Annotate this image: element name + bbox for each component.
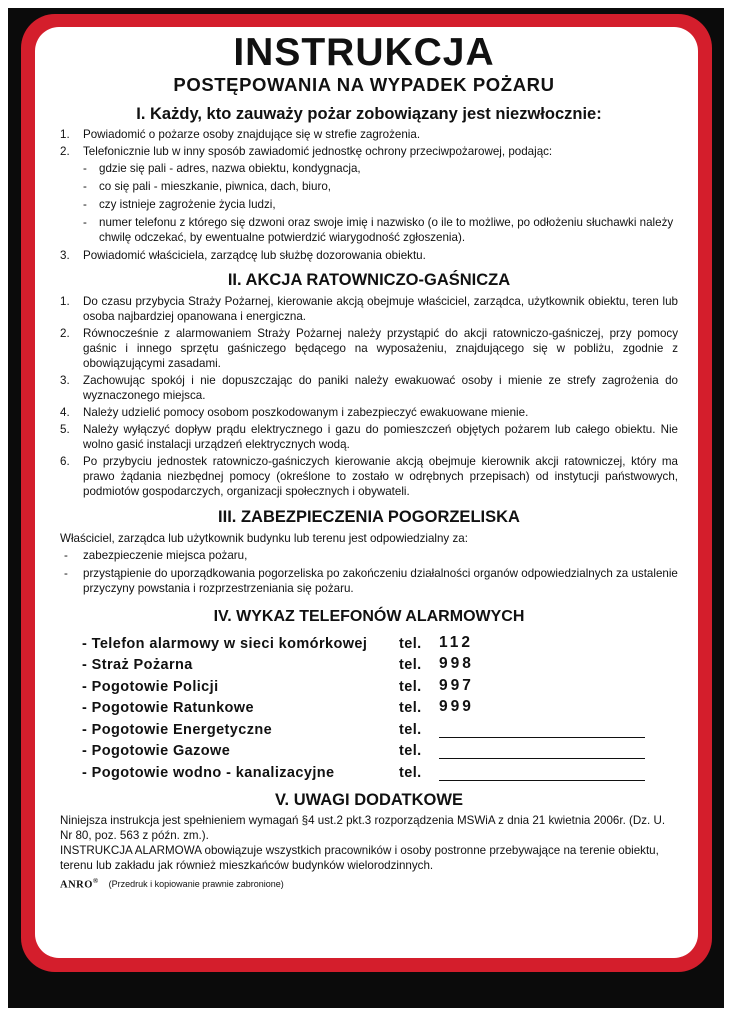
list-item: 6. Po przybyciu jednostek ratowniczo-gaśniczych kierowanie akcją obejmuje kierownik akcji ratowniczej, który ma prawo żądania niezbędnej pomocy (określone to zostało w odrębnych przepisach) od instytucji państwowych, podmiotów gospodarczych, organizacji społecznych i obywateli. (60, 455, 678, 498)
phone-name: - Pogotowie Energetyczne (82, 721, 273, 738)
phone-number: 998 (439, 655, 474, 672)
phone-name: - Pogotowie wodno - kanalizacyjne (82, 764, 335, 781)
phone-name: - Telefon alarmowy w sieci komórkowej (82, 635, 368, 652)
section2-list (60, 294, 678, 499)
phone-name: - Pogotowie Gazowe (82, 743, 231, 759)
phone-row (82, 738, 678, 760)
phone-row (82, 673, 678, 695)
list-item: 4. Należy udzielić pomocy osobom poszkodowanym i zabezpieczyć ewakuowane mienie. (60, 406, 529, 419)
list-item: 2. Równocześnie z alarmowaniem Straży Pożarnej należy przystąpić do akcji ratowniczo-gaśniczej, przy pomocy gaśnic i innego sprzętu gaśniczego będącego na wyposażeniu, znajdującego się w pobliżu, zgodnie z obowiązującymi zasadami. (60, 327, 678, 370)
tel-label: tel. (399, 700, 422, 716)
tel-label: tel. (399, 635, 422, 652)
tel-label: tel. (399, 678, 422, 695)
phone-row (82, 630, 678, 652)
tel-label: tel. (399, 657, 422, 673)
phone-row (82, 716, 678, 738)
phone-list (82, 630, 678, 781)
note-paragraph: INSTRUKCJA ALARMOWA obowiązuje wszystkich pracowników i osoby postronne przebywające na terenie obiektu, terenu lub zakładu jak również mieszkańców budynków wielorodzinnych. (60, 843, 659, 872)
list-item: 1. Do czasu przybycia Straży Pożarnej, kierowanie akcją obejmuje właściciel, zarządca, użytkownik obiektu, teren lub osoba najbardziej opanowana i energiczna. (60, 295, 678, 323)
phone-number: 112 (439, 633, 474, 651)
sublist-item: - czy istnieje zagrożenie życia ludzi, (83, 198, 276, 211)
sublist-item: - przystąpienie do uporządkowania pogorzeliska po zakończeniu działalności organów odpowiedzialnych za ustalenie przyczyny powstania i rozprzestrzeniania się pożaru. (64, 567, 678, 595)
page-subtitle: POSTĘPOWANIA NA WYPADEK POŻARU (173, 74, 555, 95)
tel-label: tel. (399, 764, 422, 781)
section2-heading: II. AKCJA RATOWNICZO-GAŚNICZA (227, 271, 511, 289)
item-number: 1. (60, 128, 70, 141)
list-item: 3. Zachowując spokój i nie dopuszczając do paniki należy ewakuować osoby i mienie ze strefy zagrożenia do wyznaczonego miejsca. (60, 374, 678, 402)
section5-heading: V. UWAGI DODATKOWE (275, 790, 463, 809)
phone-number: 997 (439, 676, 474, 694)
item-number: 3. (60, 249, 70, 262)
section4-heading: IV. WYKAZ TELEFONÓW ALARMOWYCH (213, 608, 525, 625)
section3 (60, 506, 678, 596)
section5-notes (60, 813, 678, 873)
phone-row (82, 695, 678, 717)
sign-content (60, 32, 678, 890)
copyright-note: (Przedruk i kopiowanie prawnie zabronione) (108, 879, 284, 889)
blank-number-line (439, 766, 645, 781)
note-paragraph: Niniejsza instrukcja jest spełnieniem wymagań §4 ust.2 pkt.3 rozporządzenia MSWiA z dnia 21 kwietnia 2006r. (Dz. U. Nr 80, poz. 563 z późn. zm.). (60, 813, 666, 842)
anro-logo: ANRO® (60, 876, 99, 890)
list-item (60, 127, 678, 142)
list-item (60, 144, 678, 245)
tel-label: tel. (399, 743, 422, 759)
section1-heading: I. Każdy, kto zauważy pożar zobowiązany jest niezwłocznie: (136, 105, 602, 123)
phone-number: 999 (439, 698, 474, 715)
item-text: Powiadomić właściciela, zarządcę lub służbę dozorowania obiektu. (83, 249, 426, 262)
phone-name: - Pogotowie Policji (82, 678, 219, 695)
phone-name: - Pogotowie Ratunkowe (82, 700, 254, 716)
tel-label: tel. (399, 721, 422, 738)
section3-heading: III. ZABEZPIECZENIA POGORZELISKA (218, 508, 520, 526)
blank-number-line (439, 744, 645, 759)
sublist (83, 161, 678, 245)
phone-row (82, 652, 678, 674)
page-title: INSTRUKCJA (233, 31, 495, 74)
list-item (60, 248, 678, 263)
phone-row (82, 759, 678, 781)
list-item: 5. Należy wyłączyć dopływ prądu elektrycznego i gazu do pomieszczeń objętych pożarem lub całego obiektu. Nie wolno gasić instalacji urządzeń elektrycznych wodą. (60, 423, 678, 451)
sublist-item: - zabezpieczenie miejsca pożaru, (64, 549, 248, 562)
sublist-item: - numer telefonu z którego się dzwoni oraz swoje imię i nazwisko (o ile to możliwe, po odłożeniu słuchawki należy chwilę odczekać, by ewentualne potwierdzić wiarygodność zgłoszenia). (83, 216, 674, 244)
blank-number-line (439, 723, 645, 738)
phone-name: - Straż Pożarna (82, 657, 193, 673)
item-text: Powiadomić o pożarze osoby znajdujące się w strefie zagrożenia. (83, 128, 421, 141)
section3-intro: Właściciel, zarządca lub użytkownik budynku lub terenu jest odpowiedzialny za: (60, 532, 468, 545)
item-text: Telefonicznie lub w inny sposób zawiadomić jednostkę ochrony przeciwpożarowej, podając: (83, 145, 553, 158)
sublist-item: - co się pali - mieszkanie, piwnica, dach, biuro, (83, 180, 331, 193)
section1-list (60, 127, 678, 263)
section3-list (64, 548, 678, 596)
item-number: 2. (60, 145, 70, 158)
footer (60, 877, 678, 891)
sublist-item: - gdzie się pali - adres, nazwa obiektu, kondygnacja, (83, 162, 361, 175)
